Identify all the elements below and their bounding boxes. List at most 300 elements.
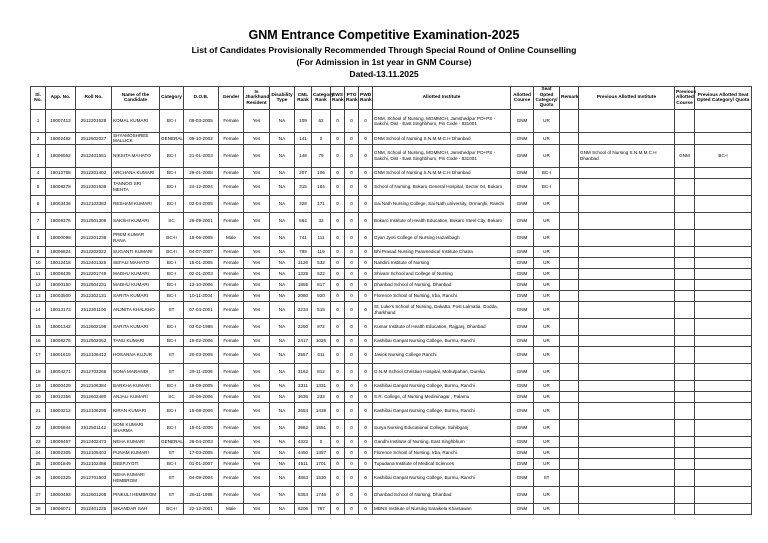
table-cell: BC-I <box>160 335 184 346</box>
table-cell: GNM <box>511 458 534 469</box>
table-cell: 0 <box>331 229 345 246</box>
table-cell: 171 <box>312 195 331 212</box>
table-cell <box>560 268 579 279</box>
table-cell: Tupudana Institute of Medical Sciences <box>373 458 511 469</box>
table-cell: 0 <box>345 402 359 419</box>
table-cell: Yes <box>244 167 270 178</box>
table-cell: 0 <box>359 458 373 469</box>
table-cell: G.N.M School Christian Hospital, Mohulpahari, Dumka <box>373 363 511 380</box>
table-cell: SUGANTI KUMARI <box>112 246 160 257</box>
table-cell <box>695 268 752 279</box>
table-cell <box>560 290 579 301</box>
table-cell: 15-06-2005 <box>184 229 219 246</box>
table-cell: Yes <box>244 257 270 268</box>
table-cell: 0 <box>312 133 331 145</box>
table-cell: 0 <box>331 178 345 195</box>
table-cell <box>579 458 675 469</box>
table-cell: 2512502196 <box>76 318 112 335</box>
table-cell: 09-03-2005 <box>184 110 219 133</box>
column-header: Remark <box>560 87 579 110</box>
table-cell <box>675 167 695 178</box>
table-cell <box>560 391 579 402</box>
table-cell <box>695 419 752 436</box>
table-cell: 0 <box>345 257 359 268</box>
table-cell: 5 <box>31 178 46 195</box>
table-cell: NIKSITA MAHATO <box>112 144 160 167</box>
table-cell: Dhanbad School of Nursing, Dhanbad <box>373 279 511 290</box>
table-cell: BC-I <box>160 110 184 133</box>
table-cell: 3654 <box>295 402 312 419</box>
table-cell <box>695 290 752 301</box>
table-cell: 2512401325 <box>76 257 112 268</box>
table-cell: NA <box>270 402 295 419</box>
table-row <box>31 335 752 346</box>
table-cell: 21-01-2003 <box>184 144 219 167</box>
table-cell: 62 <box>312 110 331 133</box>
table-cell: 2512302131 <box>76 290 112 301</box>
table-cell <box>560 346 579 363</box>
table-row <box>31 178 752 195</box>
table-cell: 20-03-2005 <box>184 346 219 363</box>
table-cell: 18009376 <box>46 212 76 229</box>
table-cell <box>675 133 695 145</box>
table-cell: 18002305 <box>46 447 76 458</box>
table-cell: 109 <box>295 110 312 133</box>
table-cell: 07-04-2001 <box>184 301 219 318</box>
table-cell: 0 <box>359 212 373 229</box>
table-cell: 2512202022 <box>76 246 112 257</box>
table-cell: Bokaro Institute of Health Education, Bokaro Steel City, Bokaro <box>373 212 511 229</box>
table-cell: Yes <box>244 335 270 346</box>
table-cell: UR <box>534 380 560 391</box>
table-cell <box>695 301 752 318</box>
table-cell: GNM <box>511 178 534 195</box>
table-cell: GNM <box>675 144 695 167</box>
table-cell: 5354 <box>295 486 312 503</box>
table-cell <box>695 167 752 178</box>
table-cell: 2512106295 <box>76 402 112 419</box>
table-cell: Male <box>219 503 244 514</box>
table-cell: BC-I <box>534 178 560 195</box>
table-cell: 787 <box>312 503 331 514</box>
table-cell: PUNAM KUMARI <box>112 447 160 458</box>
table-cell: SC <box>160 391 184 402</box>
table-cell: 18000429 <box>46 380 76 391</box>
table-cell <box>675 279 695 290</box>
table-cell: GNM <box>511 133 534 145</box>
table-cell: 0 <box>345 229 359 246</box>
table-cell <box>695 335 752 346</box>
table-cell: KIRAN KUMARI <box>112 402 160 419</box>
table-cell: 10-11-2004 <box>184 290 219 301</box>
table-cell: 2512502052 <box>76 335 112 346</box>
table-cell <box>695 486 752 503</box>
table-cell: 817 <box>312 279 331 290</box>
table-cell: 2512501306 <box>76 212 112 229</box>
table-cell: Female <box>219 486 244 503</box>
table-cell: 611 <box>312 346 331 363</box>
table-cell: S.R. College, of Nursing Medininagar , Palamu <box>373 391 511 402</box>
table-cell: Yes <box>244 447 270 458</box>
table-cell <box>579 335 675 346</box>
table-cell: Yes <box>244 363 270 380</box>
table-cell: Yes <box>244 229 270 246</box>
table-cell <box>560 178 579 195</box>
table-cell: Jasiok Nursing College Ranchi <box>373 346 511 363</box>
table-row <box>31 380 752 391</box>
table-cell: 3636 <box>295 391 312 402</box>
table-cell <box>675 318 695 335</box>
table-row <box>31 167 752 178</box>
table-cell: GNM <box>511 419 534 436</box>
table-cell: UR <box>534 458 560 469</box>
table-row <box>31 436 752 447</box>
table-cell: 18012768 <box>46 167 76 178</box>
table-cell: UR <box>534 486 560 503</box>
table-cell: 0 <box>359 402 373 419</box>
table-cell: NA <box>270 419 295 436</box>
column-header: EWS Rank <box>331 87 345 110</box>
table-cell: NA <box>270 335 295 346</box>
table-cell: 0 <box>359 279 373 290</box>
table-cell: 17 <box>31 346 46 363</box>
table-cell: 0 <box>331 268 345 279</box>
table-cell: 18006824 <box>46 246 76 257</box>
table-cell: 0 <box>331 133 345 145</box>
table-cell: Florence School of Nursing, Irba, Ranchi. <box>373 290 511 301</box>
column-header: PWD Rank <box>359 87 373 110</box>
table-cell: 0 <box>359 246 373 257</box>
table-cell: Female <box>219 301 244 318</box>
table-cell: Female <box>219 335 244 346</box>
table-cell: 9 <box>31 246 46 257</box>
table-cell: Yes <box>244 195 270 212</box>
table-cell: 18004271 <box>46 363 76 380</box>
table-cell <box>675 212 695 229</box>
table-cell: 19-09-2005 <box>184 380 219 391</box>
table-cell: Female <box>219 402 244 419</box>
column-header: Previous Allotted Institute <box>579 87 675 110</box>
table-row <box>31 229 752 246</box>
table-cell: UR <box>534 246 560 257</box>
table-cell: NA <box>270 257 295 268</box>
table-cell: 13 <box>31 290 46 301</box>
table-cell: Yes <box>244 346 270 363</box>
table-cell: 18006071 <box>46 503 76 514</box>
table-cell: UR <box>534 335 560 346</box>
table-cell <box>675 257 695 268</box>
table-cell: NEHA KUMARI HEMBROM <box>112 469 160 486</box>
table-cell: NA <box>270 110 295 133</box>
table-cell <box>560 110 579 133</box>
table-cell: 0 <box>331 318 345 335</box>
table-cell <box>560 380 579 391</box>
table-cell: GNM <box>511 246 534 257</box>
table-cell: 0 <box>359 486 373 503</box>
table-cell: 0 <box>359 447 373 458</box>
table-cell <box>579 268 675 279</box>
table-cell: 0 <box>359 335 373 346</box>
table-cell: GNM School of Nursing S.N.M.M.C.H Dhanbad <box>579 144 675 167</box>
table-cell: ST <box>160 346 184 363</box>
table-cell: 18 <box>31 363 46 380</box>
table-cell: 2 <box>31 133 46 145</box>
table-cell: 19 <box>31 380 46 391</box>
table-row <box>31 458 752 469</box>
table-cell <box>695 195 752 212</box>
table-cell: GNM <box>511 402 534 419</box>
table-cell: 2512402473 <box>76 436 112 447</box>
table-cell <box>695 178 752 195</box>
table-row <box>31 290 752 301</box>
table-cell: 2250 <box>295 318 312 335</box>
table-cell: BC-I <box>695 144 752 167</box>
table-cell: 106 <box>312 167 331 178</box>
table-cell <box>579 178 675 195</box>
table-row <box>31 144 752 167</box>
table-cell: NA <box>270 290 295 301</box>
table-cell <box>675 335 695 346</box>
table-cell: UR <box>534 447 560 458</box>
table-cell: Female <box>219 257 244 268</box>
table-cell: GNM <box>511 391 534 402</box>
table-cell: GNM <box>511 195 534 212</box>
table-cell: Female <box>219 167 244 178</box>
table-cell <box>675 458 695 469</box>
table-cell: 7 <box>31 212 46 229</box>
table-cell: 2512501142 <box>76 419 112 436</box>
table-cell: MADHU KUMARI <box>112 268 160 279</box>
table-cell: Gandhi Institute of Nursing, East Singhbhum <box>373 436 511 447</box>
table-cell: GNM <box>511 268 534 279</box>
table-cell <box>695 503 752 514</box>
admission-note: (For Admission in 1st year in GNM Course) <box>296 57 472 67</box>
table-cell: 3962 <box>295 419 312 436</box>
table-cell <box>579 447 675 458</box>
table-cell: 2512201628 <box>76 110 112 133</box>
table-cell: 2512501208 <box>76 486 112 503</box>
table-cell <box>579 167 675 178</box>
table-cell: Yes <box>244 110 270 133</box>
table-cell: 0 <box>331 380 345 391</box>
table-cell: UR <box>534 402 560 419</box>
table-cell: DEEPJYOTI <box>112 458 160 469</box>
table-cell <box>695 458 752 469</box>
table-cell: 0 <box>345 436 359 447</box>
table-cell: 0 <box>331 167 345 178</box>
table-cell <box>675 346 695 363</box>
table-row <box>31 486 752 503</box>
table-cell: 1746 <box>312 486 331 503</box>
table-row <box>31 346 752 363</box>
table-cell: 11 <box>31 268 46 279</box>
column-header: Category <box>160 87 184 110</box>
table-cell: 2512103383 <box>76 195 112 212</box>
table-cell <box>675 486 695 503</box>
column-header: PTG Rank <box>345 87 359 110</box>
table-cell: GNM <box>511 257 534 268</box>
table-cell <box>695 246 752 257</box>
table-cell: NA <box>270 212 295 229</box>
table-cell: 21 <box>31 402 46 419</box>
table-cell: ST <box>160 363 184 380</box>
table-cell: Female <box>219 458 244 469</box>
table-cell: 0 <box>359 318 373 335</box>
table-cell: 6 <box>31 195 46 212</box>
table-cell: 18000150 <box>46 279 76 290</box>
table-cell: GNM <box>511 363 534 380</box>
table-cell: UR <box>534 436 560 447</box>
table-cell: Yes <box>244 318 270 335</box>
table-cell: GNM <box>511 110 534 133</box>
table-cell: GNM <box>511 346 534 363</box>
table-cell: NA <box>270 279 295 290</box>
table-cell: Yes <box>244 503 270 514</box>
table-cell: 0 <box>359 268 373 279</box>
table-cell: Male <box>219 229 244 246</box>
table-cell: Yes <box>244 380 270 391</box>
table-cell: UR <box>534 195 560 212</box>
table-cell: GNM <box>511 290 534 301</box>
table-cell <box>579 246 675 257</box>
table-cell: BARKHA KUMARI <box>112 380 160 391</box>
table-cell: 3 <box>31 144 46 167</box>
table-cell: GNM <box>511 335 534 346</box>
table-cell: ST <box>160 469 184 486</box>
table-cell: 20 <box>31 391 46 402</box>
table-cell: UR <box>534 391 560 402</box>
table-cell: 0 <box>331 391 345 402</box>
table-cell: 0 <box>345 380 359 391</box>
table-cell <box>560 133 579 145</box>
table-cell: GNM <box>511 469 534 486</box>
column-header: Allotted Institute <box>373 87 511 110</box>
table-cell: GNM <box>511 167 534 178</box>
table-cell: NA <box>270 346 295 363</box>
table-cell: UR <box>534 290 560 301</box>
table-cell: 18005844 <box>46 419 76 436</box>
table-cell: Yes <box>244 301 270 318</box>
table-cell: BC-II <box>160 246 184 257</box>
table-row <box>31 301 752 318</box>
table-cell: 532 <box>312 257 331 268</box>
table-cell <box>695 469 752 486</box>
table-cell: 01-01-2007 <box>184 458 219 469</box>
table-cell <box>560 257 579 268</box>
table-cell: 79 <box>312 144 331 167</box>
table-cell: 0 <box>331 346 345 363</box>
table-cell: BC-I <box>160 167 184 178</box>
column-header: Name of the Candidate <box>112 87 160 110</box>
table-cell: NA <box>270 380 295 391</box>
table-cell: 0 <box>331 469 345 486</box>
table-cell: KOMAL KUMARI <box>112 110 160 133</box>
table-cell: 2512105403 <box>76 447 112 458</box>
table-cell: 0 <box>331 486 345 503</box>
table-cell <box>675 229 695 246</box>
table-cell: Nandini Institute of Nursing <box>373 257 511 268</box>
table-cell: TANNOO SRI MEHTA <box>112 178 160 195</box>
table-cell: Female <box>219 419 244 436</box>
table-cell <box>560 212 579 229</box>
table-cell <box>695 402 752 419</box>
table-cell: HOSANNA KUJUR <box>112 346 160 363</box>
table-cell: 0 <box>345 391 359 402</box>
column-header: Category Rank <box>312 87 331 110</box>
table-cell: Yes <box>244 436 270 447</box>
table-cell: MBNS Institute of Nursing Saraikela Kharsawan <box>373 503 511 514</box>
table-cell: 812 <box>312 363 331 380</box>
table-cell: 14 <box>31 301 46 318</box>
table-cell: 2512201402 <box>76 167 112 178</box>
table-cell <box>560 229 579 246</box>
table-cell: GNM <box>511 318 534 335</box>
table-cell: 10 <box>31 257 46 268</box>
table-cell: NA <box>270 503 295 514</box>
table-cell: 0 <box>359 229 373 246</box>
table-cell: GNM <box>511 212 534 229</box>
table-cell: 29-01-2008 <box>184 167 219 178</box>
table-row <box>31 391 752 402</box>
table-cell: 2512504231 <box>76 279 112 290</box>
table-cell: 02-01-2003 <box>184 268 219 279</box>
table-cell: 1328 <box>295 268 312 279</box>
table-cell: 2512701503 <box>76 469 112 486</box>
table-row <box>31 195 752 212</box>
table-cell: BC-I <box>160 268 184 279</box>
table-cell: 0 <box>359 257 373 268</box>
table-cell: GNM, School of Nursing, MGMMCH, Jamshedpur PO+PS - Sakchi, Dist - East Singhbhum, Pin Code - 831001 <box>373 110 511 133</box>
table-cell: GNM <box>511 301 534 318</box>
table-cell: 741 <box>295 229 312 246</box>
table-cell <box>579 212 675 229</box>
table-cell: 1331 <box>312 380 331 391</box>
table-cell: NA <box>270 301 295 318</box>
table-cell: GNM, School of Nursing, MGMMCH, Jamshedpur PO+PS - Sakchi, Dist - East Singhbhum, Pin Code - 831001 <box>373 144 511 167</box>
table-cell <box>579 469 675 486</box>
table-cell: PINKULI HEMBROM <box>112 486 160 503</box>
table-cell: 6206 <box>295 503 312 514</box>
table-cell: GNM <box>511 436 534 447</box>
table-cell: NA <box>270 469 295 486</box>
table-cell: NA <box>270 246 295 257</box>
table-cell: UR <box>534 257 560 268</box>
table-cell <box>675 402 695 419</box>
table-cell: UR <box>534 419 560 436</box>
table-cell: BC-I <box>534 167 560 178</box>
table-cell: NA <box>270 268 295 279</box>
table-cell: 0 <box>331 458 345 469</box>
table-cell <box>560 458 579 469</box>
table-cell: 1439 <box>312 402 331 419</box>
table-cell <box>579 436 675 447</box>
table-row <box>31 469 752 486</box>
column-header: Roll No. <box>76 87 112 110</box>
table-cell: SAKSHI KUMARI <box>112 212 160 229</box>
table-cell: Female <box>219 268 244 279</box>
table-cell: 15 <box>31 318 46 335</box>
table-cell: 24-12-2004 <box>184 178 219 195</box>
column-header: App. No. <box>46 87 76 110</box>
table-cell: Yes <box>244 144 270 167</box>
table-cell: 148 <box>295 144 312 167</box>
table-cell: 18003212 <box>46 402 76 419</box>
table-cell: 0 <box>331 110 345 133</box>
table-cell: 0 <box>331 144 345 167</box>
column-header: Gender <box>219 87 244 110</box>
table-cell: 4450 <box>295 447 312 458</box>
table-cell: NA <box>270 363 295 380</box>
